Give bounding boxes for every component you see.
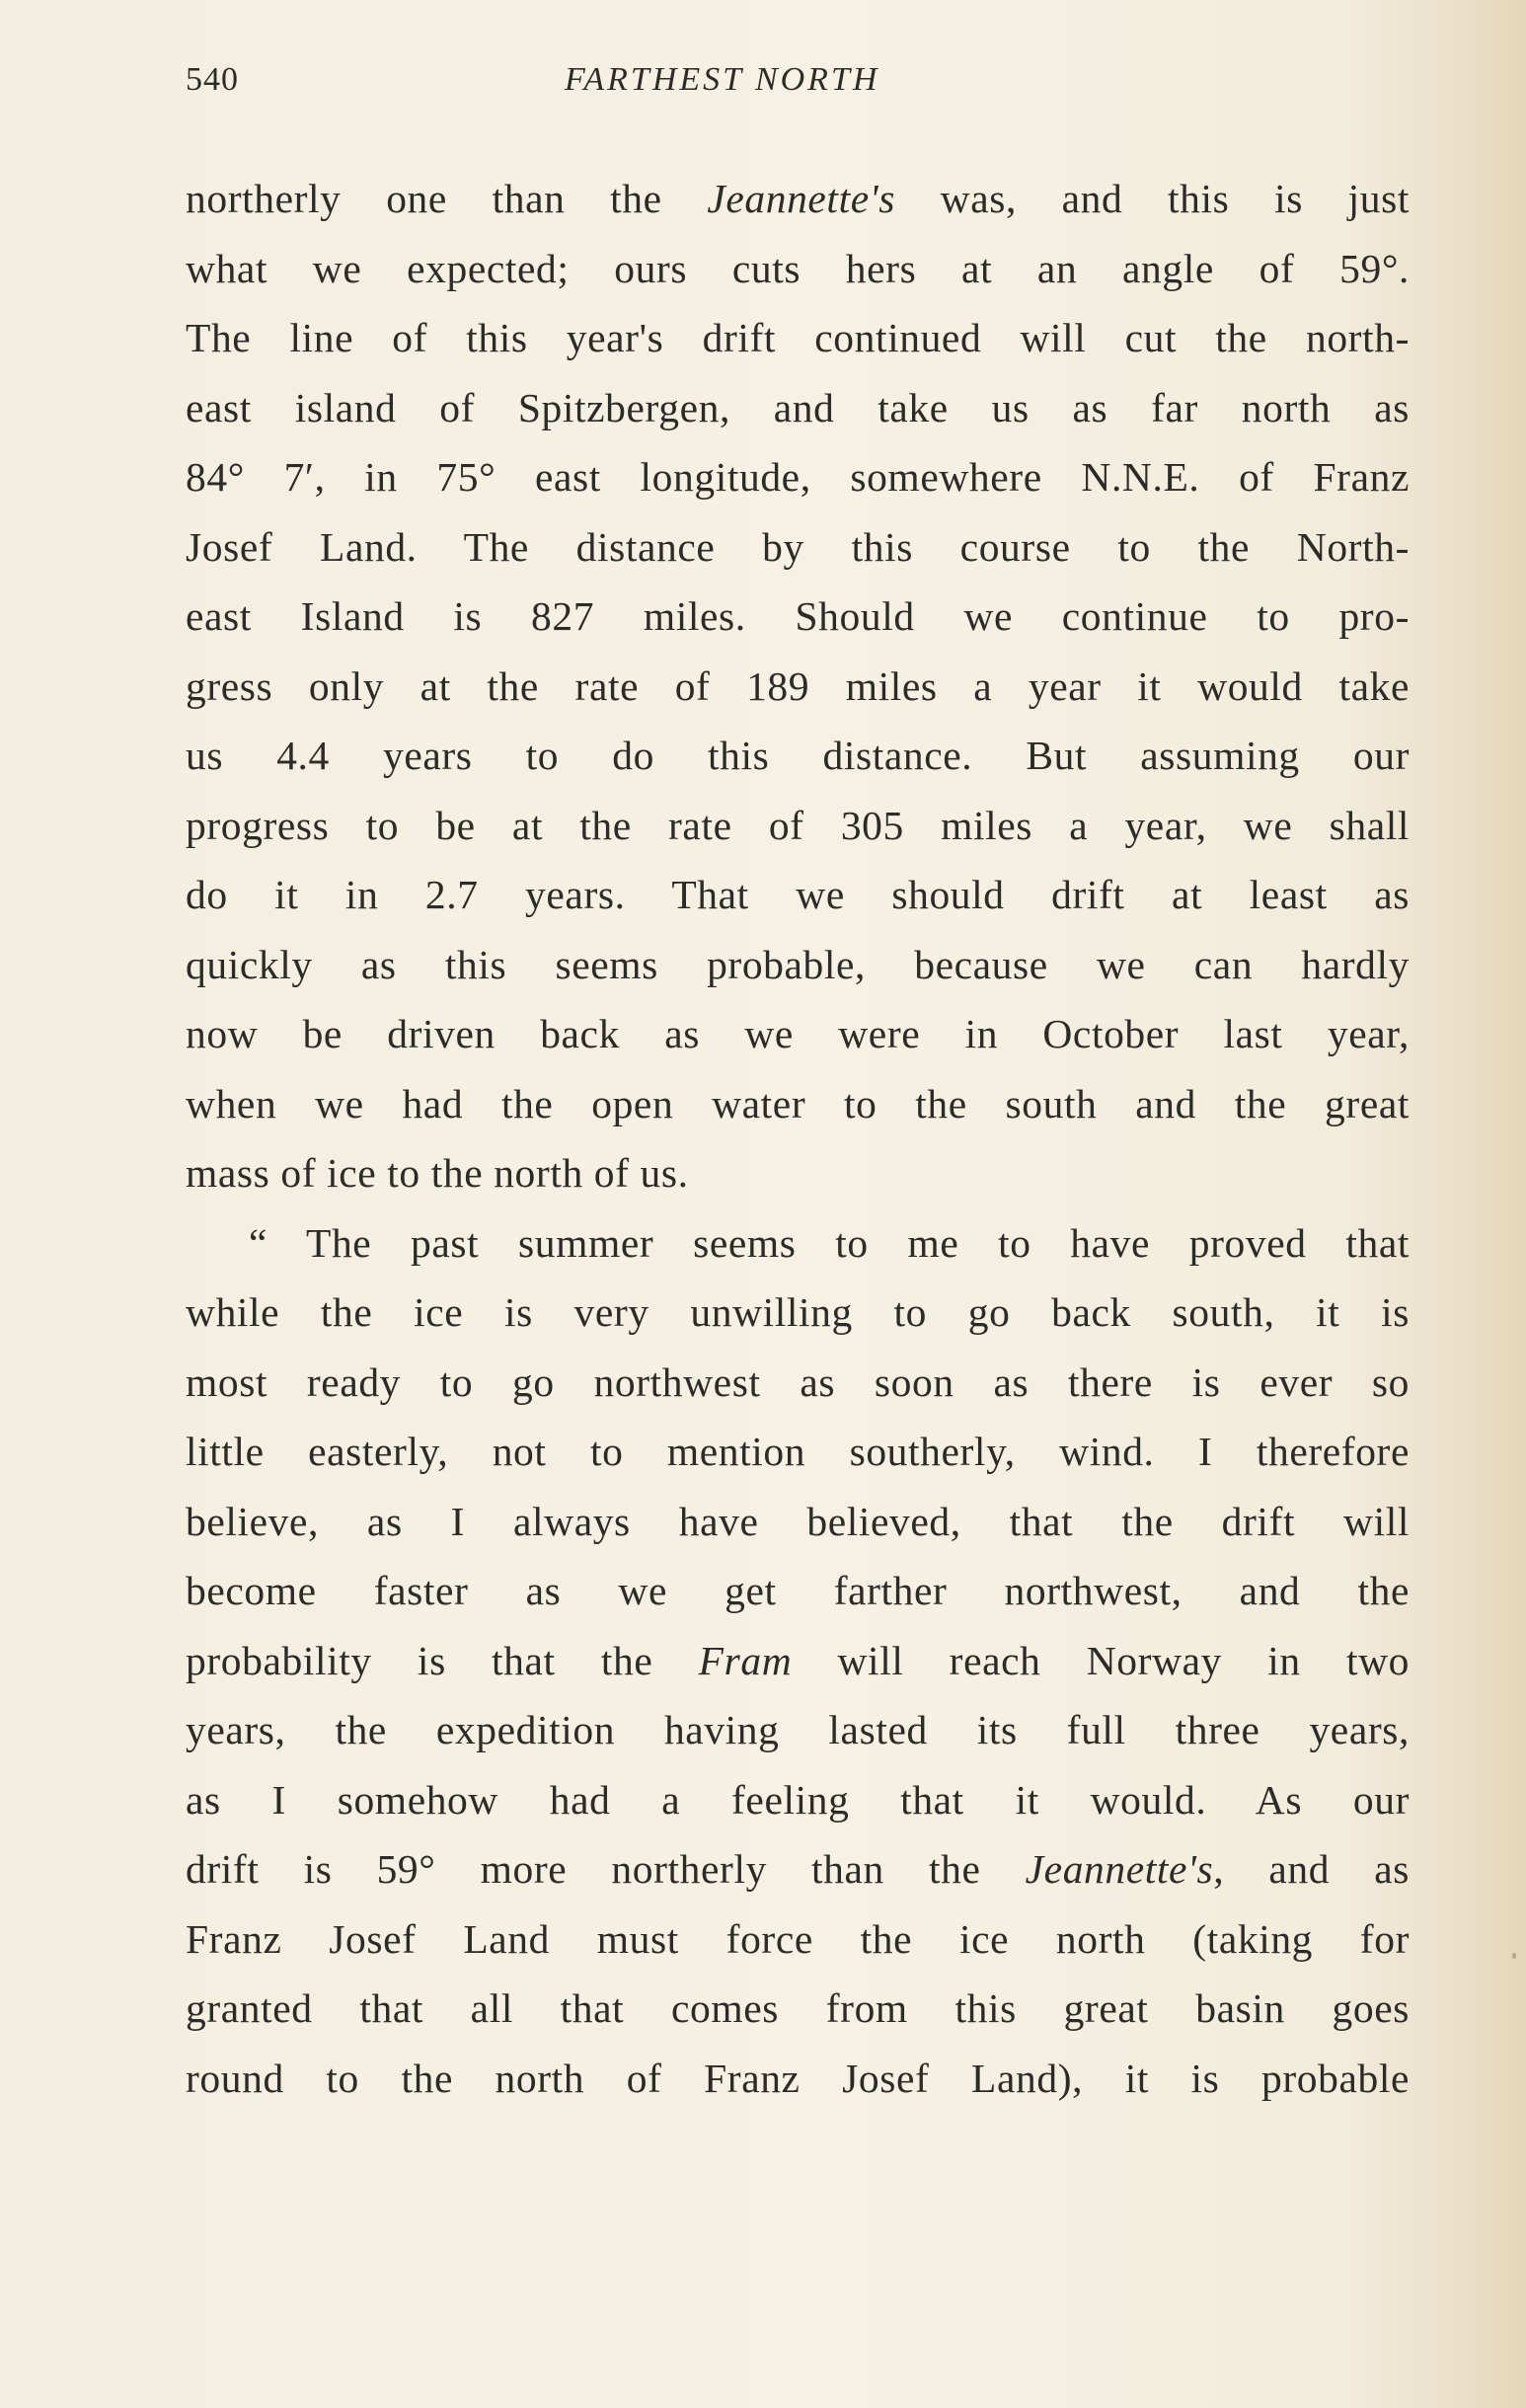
text-segment: us 4.4 years to do this distance. But assuming our xyxy=(186,733,1410,778)
text-line xyxy=(186,1208,1410,1279)
text-segment: while the ice is very unwilling to go back south, it is xyxy=(186,1289,1410,1335)
text-segment: as I somehow had a feeling that it would. As our xyxy=(186,1776,1410,1823)
text-segment: 84° 7′, in 75° east longitude, somewhere N.N.E. of Franz xyxy=(186,454,1410,500)
text-line xyxy=(186,791,1410,861)
text-line xyxy=(186,1487,1410,1557)
text-segment: Franz Josef Land must force the ice north (taking for xyxy=(186,1915,1410,1962)
text-segment: round to the north of Franz Josef Land), it is probable xyxy=(186,2055,1410,2101)
text-line xyxy=(186,1556,1410,1626)
text-line xyxy=(186,652,1410,722)
text-segment: do it in 2.7 years. That we should drift at least as xyxy=(186,872,1410,917)
text-line xyxy=(186,1138,1410,1208)
text-line xyxy=(186,234,1410,304)
page-number: 540 xyxy=(186,61,239,98)
text-line xyxy=(186,930,1410,1000)
text-line xyxy=(186,1974,1410,2044)
text-line xyxy=(186,1626,1410,1696)
text-line xyxy=(186,2044,1410,2114)
text-segment: now be driven back as we were in October last year, xyxy=(186,1011,1410,1056)
text-segment: will reach Norway in two xyxy=(792,1637,1410,1683)
paper-speck xyxy=(1512,1953,1516,1959)
text-line xyxy=(186,442,1410,512)
page-header xyxy=(186,61,1410,120)
text-segment: when we had the open water to the south and the great xyxy=(186,1080,1410,1126)
text-segment: granted that all that comes from this great basin goes xyxy=(186,1985,1410,2031)
text-line xyxy=(186,999,1410,1069)
text-segment: , and as xyxy=(1213,1846,1410,1892)
text-line xyxy=(186,1765,1410,1835)
italic-text: Fram xyxy=(698,1637,793,1683)
text-segment: quickly as this seems probable, because we can hardly xyxy=(186,941,1410,987)
text-line xyxy=(186,1069,1410,1139)
text-segment: The line of this year's drift continued will cut the north- xyxy=(186,315,1410,360)
text-line xyxy=(186,860,1410,930)
body-text xyxy=(186,164,1410,2113)
text-segment: probability is that the xyxy=(186,1637,699,1683)
text-segment: believe, as I always have believed, that the drift will xyxy=(186,1498,1410,1544)
text-segment: “ The past summer seems to me to have proved that xyxy=(249,1219,1410,1266)
text-segment: drift is 59° more northerly than the xyxy=(186,1846,1026,1892)
text-line xyxy=(186,1278,1410,1348)
text-line xyxy=(186,303,1410,373)
running-title: FARTHEST NORTH xyxy=(565,61,880,98)
text-line xyxy=(186,1348,1410,1418)
text-line xyxy=(186,512,1410,583)
text-line xyxy=(186,1834,1410,1904)
paragraph xyxy=(186,1208,1410,2114)
text-line xyxy=(186,373,1410,443)
text-line xyxy=(186,1417,1410,1487)
text-line xyxy=(186,164,1410,234)
text-segment: east Island is 827 miles. Should we continue to pro- xyxy=(186,593,1410,639)
text-line xyxy=(186,582,1410,652)
text-line xyxy=(186,721,1410,791)
text-segment: become faster as we get farther northwest, and the xyxy=(186,1568,1410,1613)
text-segment: Josef Land. The distance by this course to the North- xyxy=(186,523,1410,570)
text-segment: gress only at the rate of 189 miles a year it would take xyxy=(186,662,1410,709)
paragraph xyxy=(186,164,1410,1208)
text-segment: was, and this is just xyxy=(894,176,1410,221)
text-line xyxy=(186,1695,1410,1765)
text-segment: mass of ice to the north of us. xyxy=(186,1150,689,1196)
text-segment: east island of Spitzbergen, and take us as far north as xyxy=(186,384,1410,430)
text-segment: most ready to go northwest as soon as there is ever so xyxy=(186,1359,1410,1405)
text-segment: progress to be at the rate of 305 miles a year, we shall xyxy=(186,802,1410,848)
italic-text: Jeannette's xyxy=(1025,1846,1214,1892)
text-line xyxy=(186,1904,1410,1975)
text-segment: northerly one than the xyxy=(186,176,708,221)
italic-text: Jeannette's xyxy=(707,176,895,221)
text-segment: years, the expedition having lasted its full three years, xyxy=(186,1707,1410,1752)
text-segment: what we expected; ours cuts hers at an angle of 59°. xyxy=(186,245,1410,291)
text-segment: little easterly, not to mention southerly, wind. I therefore xyxy=(186,1429,1410,1474)
